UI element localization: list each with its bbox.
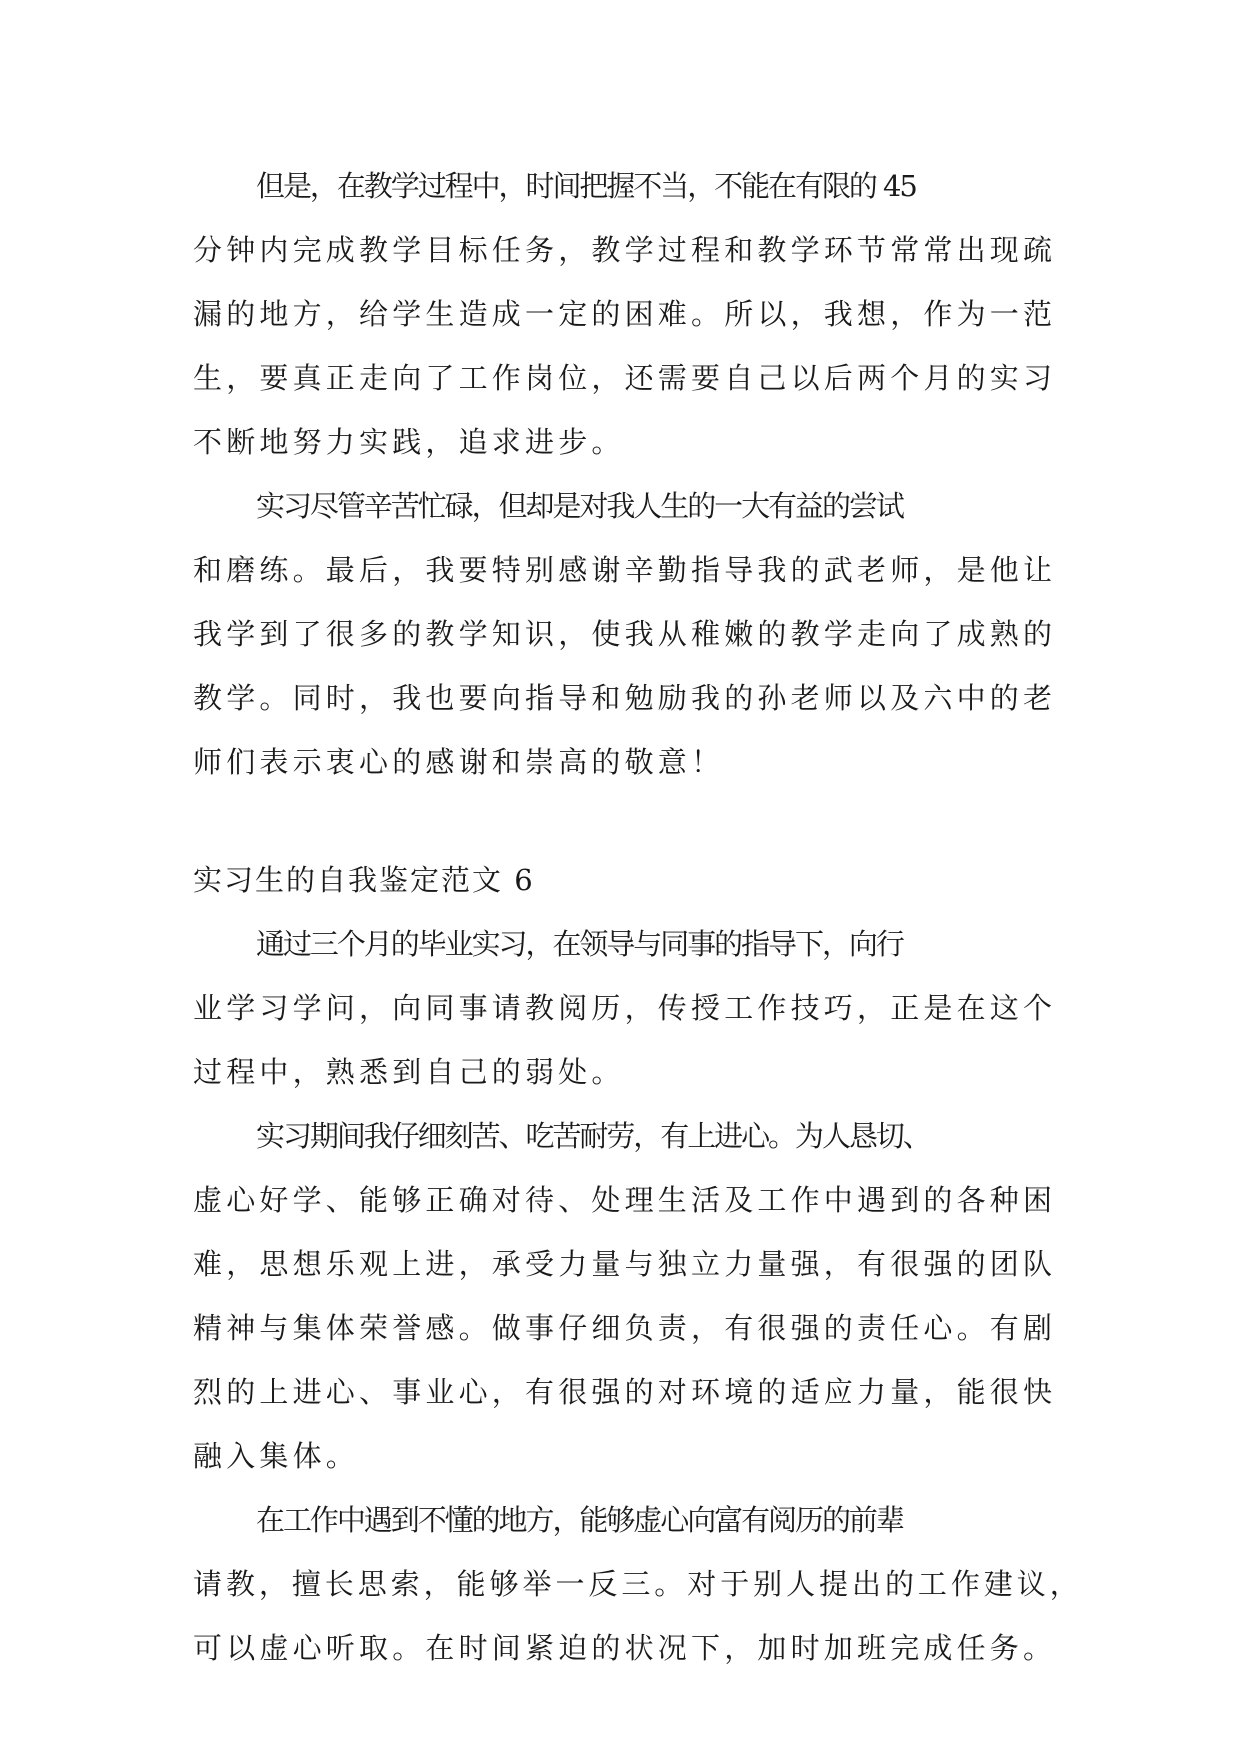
paragraph-1-line-2: 分钟内完成教学目标任务，教学过程和教学环节常常出现疏	[193, 233, 1057, 267]
paragraph-3-line-1: 通过三个月的毕业实习，在领导与同事的指导下，向行	[256, 927, 903, 961]
paragraph-5-line-2: 请教，擅长思索，能够举一反三。对于别人提出的工作建议，	[193, 1567, 1083, 1601]
paragraph-3-line-2: 业学习学问，向同事请教阅历，传授工作技巧，正是在这个	[193, 991, 1057, 1025]
paragraph-2-line-5: 师们表示衷心的感谢和崇高的敬意！	[193, 745, 725, 779]
paragraph-3-line-3: 过程中，熟悉到自己的弱处。	[193, 1055, 625, 1089]
paragraph-4-line-4: 精神与集体荣誉感。做事仔细负责，有很强的责任心。有剧	[193, 1311, 1057, 1345]
paragraph-4-line-1: 实习期间我仔细刻苦、吃苦耐劳，有上进心。为人恳切、	[256, 1119, 930, 1153]
paragraph-4-line-3: 难，思想乐观上进，承受力量与独立力量强，有很强的团队	[193, 1247, 1057, 1281]
section-title: 实习生的自我鉴定范文 6	[193, 863, 535, 897]
paragraph-4-line-2: 虚心好学、能够正确对待、处理生活及工作中遇到的各种困	[193, 1183, 1057, 1217]
paragraph-5-line-1: 在工作中遇到不懂的地方，能够虚心向富有阅历的前辈	[256, 1503, 903, 1537]
paragraph-1-line-3: 漏的地方，给学生造成一定的困难。所以，我想，作为一范	[193, 297, 1057, 331]
paragraph-2-line-4: 教学。同时，我也要向指导和勉励我的孙老师以及六中的老	[193, 681, 1057, 715]
paragraph-2-line-3: 我学到了很多的教学知识，使我从稚嫩的教学走向了成熟的	[193, 617, 1057, 651]
paragraph-2-line-1: 实习尽管辛苦忙碌，但却是对我人生的一大有益的尝试	[256, 489, 903, 523]
paragraph-4-line-6: 融入集体。	[193, 1439, 360, 1473]
paragraph-1-line-4: 生，要真正走向了工作岗位，还需要自己以后两个月的实习	[193, 361, 1057, 395]
paragraph-4-line-5: 烈的上进心、事业心，有很强的对环境的适应力量，能很快	[193, 1375, 1057, 1409]
paragraph-1-line-1: 但是，在教学过程中，时间把握不当，不能在有限的 45	[256, 169, 916, 203]
paragraph-1-line-5: 不断地努力实践，追求进步。	[193, 425, 625, 459]
paragraph-5-line-3: 可以虚心听取。在时间紧迫的状况下，加时加班完成任务。	[193, 1631, 1057, 1665]
paragraph-2-line-2: 和磨练。最后，我要特别感谢辛勤指导我的武老师，是他让	[193, 553, 1057, 587]
